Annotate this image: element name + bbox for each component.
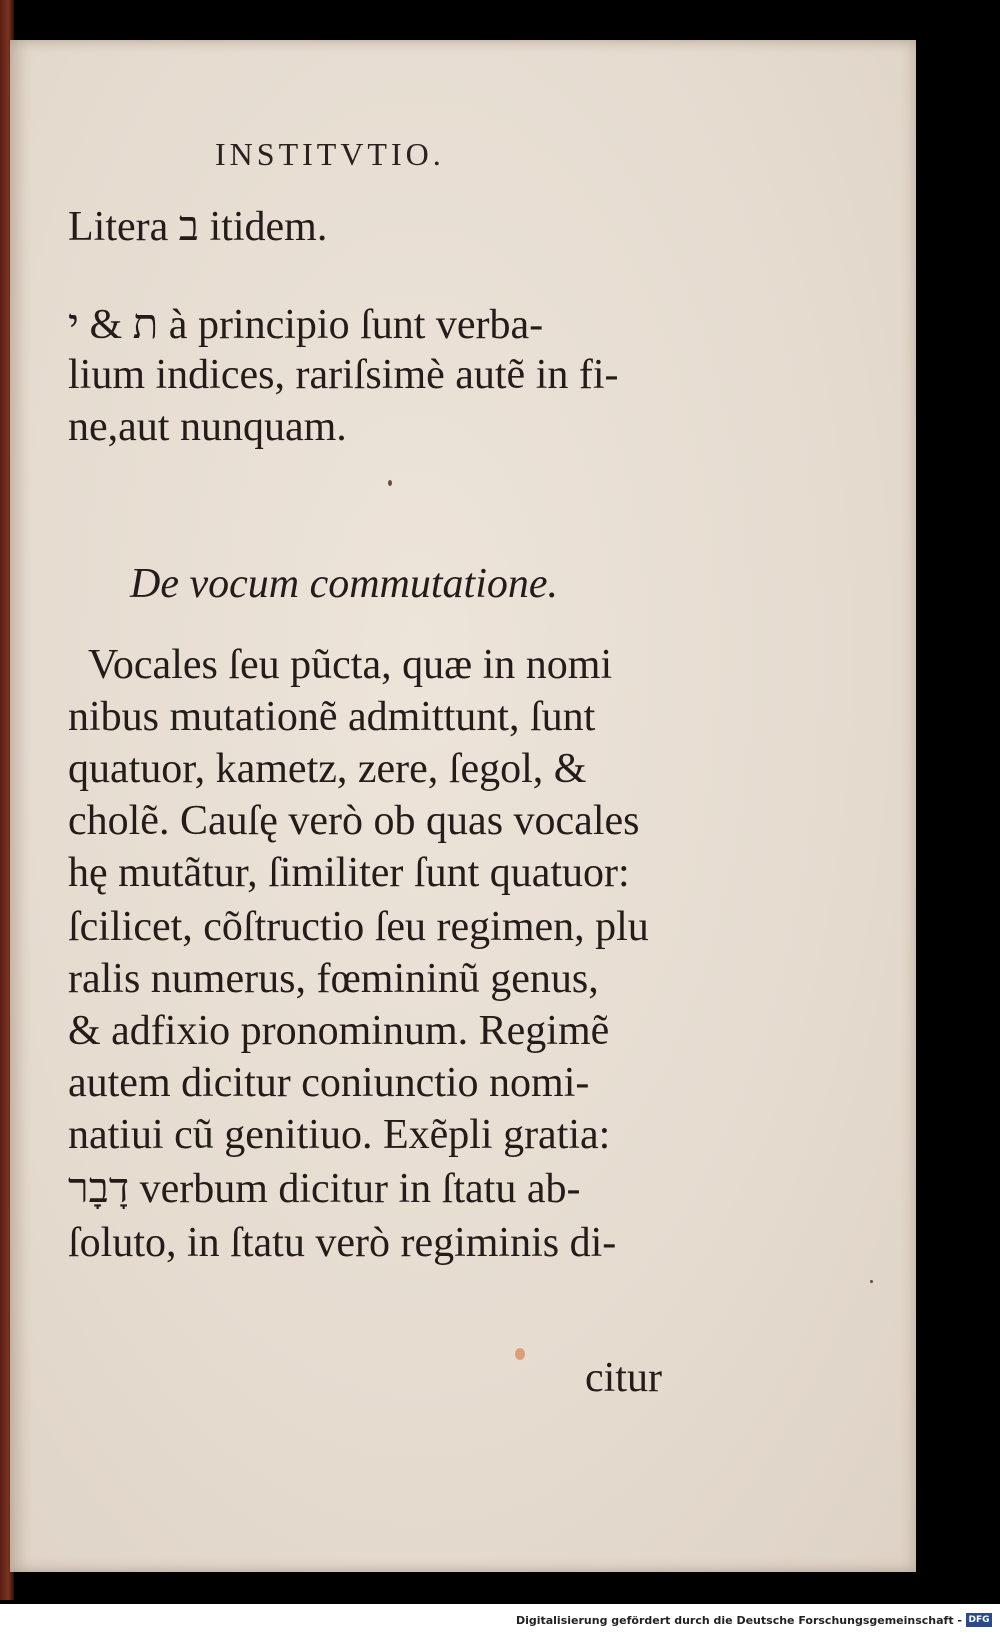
- dfg-logo: DFG: [966, 1613, 992, 1627]
- paper-speck: [870, 1280, 873, 1283]
- body-line: nibus mutationẽ admittunt, ſunt: [68, 694, 596, 740]
- text-line: Litera ב itidem.: [68, 204, 328, 250]
- body-line: ralis numerus, fœmininũ genus,: [68, 956, 599, 1002]
- running-head: INSTITVTIO.: [215, 136, 445, 172]
- body-line: ſoluto, in ſtatu verò regiminis di-: [68, 1220, 617, 1266]
- body-line: hę mutãtur, ſimiliter ſunt quatuor:: [68, 850, 630, 896]
- book-page: [10, 40, 916, 1572]
- body-line: ſcilicet, cõſtructio ſeu regimen, plu: [68, 904, 649, 950]
- text-line: lium indices, rariſsimè autẽ in fi-: [68, 352, 619, 398]
- text-line: ת & י à principio ſunt verba-: [68, 302, 544, 348]
- funding-credit: Digitalisierung gefördert durch die Deutsche Forschungsgemeinschaft -: [515, 1614, 962, 1627]
- text-line: ne,aut nunquam.: [68, 404, 347, 450]
- body-line: דָבָר verbum dicitur in ſtatu ab-: [68, 1166, 581, 1212]
- paper-speck: [388, 480, 392, 486]
- digitization-footer: [0, 1604, 1000, 1637]
- body-line: Vocales ſeu pũcta, quæ in nomi: [88, 642, 613, 688]
- catchword: citur: [585, 1355, 662, 1401]
- body-line: cholẽ. Cauſę verò ob quas vocales: [68, 798, 640, 844]
- paper-stain: [515, 1348, 525, 1360]
- body-line: autem dicitur coniunctio nomi-: [68, 1060, 590, 1106]
- section-heading: De vocum commutatione.: [130, 561, 559, 607]
- body-line: natiui cũ genitiuo. Exẽpli gratia:: [68, 1112, 611, 1158]
- body-line: quatuor, kametz, zere, ſegol, &: [68, 746, 587, 792]
- body-line: & adfixio pronominum. Regimẽ: [68, 1008, 610, 1054]
